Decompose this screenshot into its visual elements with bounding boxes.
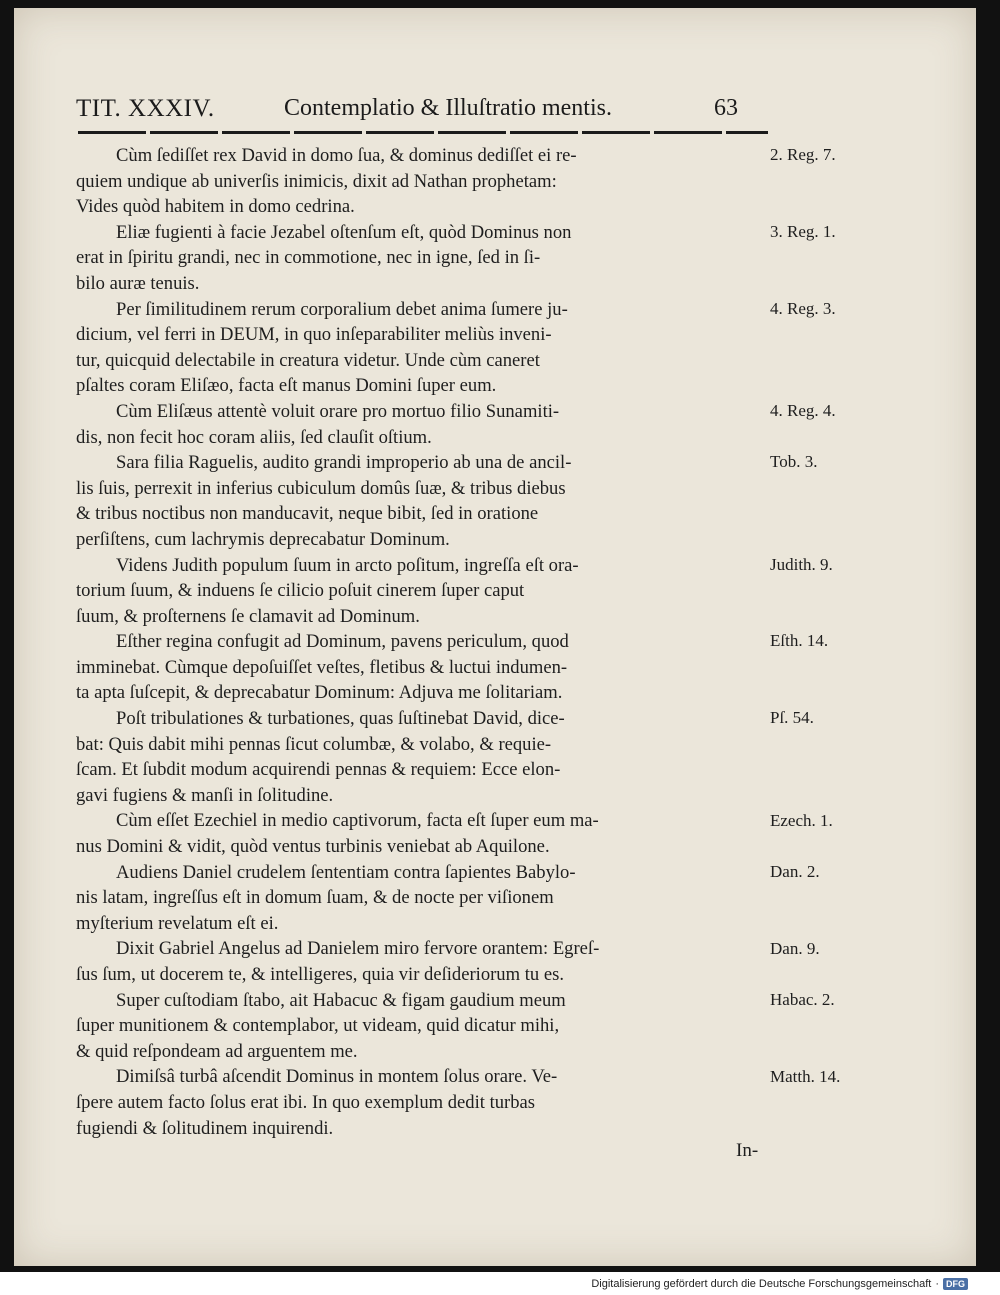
text-line: Super cuſtodiam ſtabo, ait Habacuc & figam gaudium meum xyxy=(116,989,566,1011)
text-line: nus Domini & vidit, quòd ventus turbinis veniebat ab Aquilone. xyxy=(76,836,550,858)
text-line: Cùm Eliſæus attentè voluit orare pro mortuo filio Sunamiti- xyxy=(116,400,560,422)
text-line: Dimiſsâ turbâ aſcendit Dominus in montem ſolus orare. Ve- xyxy=(116,1066,558,1088)
body-text xyxy=(76,143,766,1141)
paragraph xyxy=(76,399,766,450)
digitization-credit: Digitalisierung gefördert durch die Deutsche Forschungsgemeinschaft · DFG xyxy=(591,1277,968,1291)
text-line: imminebat. Cùmque depoſuiſſet veſtes, fletibus & luctui indumen- xyxy=(76,656,568,678)
text-line: & tribus noctibus non manducavit, neque bibit, ſed in oratione xyxy=(76,503,539,525)
paragraph xyxy=(76,143,766,220)
paragraph xyxy=(76,297,766,399)
paragraph xyxy=(76,450,766,552)
paragraph xyxy=(76,860,766,937)
margin-note: Matth. 14. xyxy=(770,1066,841,1086)
text-line: ſcam. Et ſubdit modum acquirendi pennas & requiem: Ecce elon- xyxy=(76,759,561,781)
text-line: Sara filia Raguelis, audito grandi improperio ab una de ancil- xyxy=(116,452,572,474)
text-line: Per ſimilitudinem rerum corporalium debet anima ſumere ju- xyxy=(116,298,568,320)
margin-note: Dan. 9. xyxy=(770,938,820,958)
text-line: tur, quicquid delectabile in creatura videtur. Unde cùm caneret xyxy=(76,349,540,371)
text-line: lis ſuis, perrexit in inferius cubiculum domûs ſuæ, & tribus diebus xyxy=(76,477,566,499)
text-line: Poſt tribulationes & turbationes, quas ſuſtinebat David, dice- xyxy=(116,708,565,730)
margin-note: Ezech. 1. xyxy=(770,810,833,830)
margin-note: Pſ. 54. xyxy=(770,708,814,728)
paragraph xyxy=(76,988,766,1065)
margin-note: Dan. 2. xyxy=(770,861,820,881)
text-line: perſiſtens, cum lachrymis deprecabatur Dominum. xyxy=(76,528,450,550)
text-line: Cùm ſediſſet rex David in domo ſua, & dominus dediſſet ei re- xyxy=(116,145,577,166)
text-line: ſuper munitionem & contemplabor, ut videam, quid dicatur mihi, xyxy=(76,1015,560,1037)
catchword: In- xyxy=(736,1140,759,1161)
paragraph xyxy=(76,936,766,987)
running-title: Contemplatio & Illuſtratio mentis. xyxy=(284,95,612,121)
text-line: Cùm eſſet Ezechiel in medio captivorum, facta eſt ſuper eum ma- xyxy=(116,810,599,832)
margin-note: Judith. 9. xyxy=(770,554,833,574)
text-line: fugiendi & ſolitudinem inquirendi. xyxy=(76,1117,334,1139)
margin-note: Habac. 2. xyxy=(770,989,835,1009)
text-line: Vides quòd habitem in domo cedrina. xyxy=(76,196,355,218)
page-number: 63 xyxy=(714,95,738,121)
margin-note: 2. Reg. 7. xyxy=(770,145,836,164)
paragraph xyxy=(76,553,766,630)
text-line: Dixit Gabriel Angelus ad Danielem miro fervore orantem: Egreſ- xyxy=(116,938,600,960)
text-line: dis, non fecit hoc coram aliis, ſed clauſit oſtium. xyxy=(76,426,432,448)
text-line: ſpere autem facto ſolus erat ibi. In quo exemplum dedit turbas xyxy=(76,1091,536,1113)
header-rule xyxy=(78,131,768,134)
text-line: Eſther regina confugit ad Dominum, pavens periculum, quod xyxy=(116,631,569,653)
margin-note: Eſth. 14. xyxy=(770,631,829,651)
text-line: Videns Judith populum ſuum in arcto poſitum, ingreſſa eſt ora- xyxy=(116,554,579,576)
paragraph xyxy=(76,629,766,706)
margin-note: Tob. 3. xyxy=(770,452,818,472)
paragraph xyxy=(76,220,766,297)
text-line: gavi fugiens & manſi in ſolitudine. xyxy=(76,784,334,806)
dfg-logo-icon: DFG xyxy=(943,1278,968,1290)
text-line: Audiens Daniel crudelem ſententiam contra ſapientes Babylo- xyxy=(116,861,576,883)
paragraph xyxy=(76,1064,766,1141)
paragraph xyxy=(76,706,766,808)
running-head xyxy=(76,95,776,135)
margin-note: 4. Reg. 3. xyxy=(770,298,836,318)
margin-note: 4. Reg. 4. xyxy=(770,401,836,420)
paragraph xyxy=(76,808,766,859)
text-line: myſterium revelatum eſt ei. xyxy=(76,912,279,934)
credit-text: Digitalisierung gefördert durch die Deutsche Forschungsgemeinschaft xyxy=(591,1278,932,1290)
text-line: ſus ſum, ut docerem te, & intelligeres, quia vir deſideriorum tu es. xyxy=(76,964,564,985)
text-line: pſaltes coram Eliſæo, facta eſt manus Domini ſuper eum. xyxy=(76,375,497,397)
text-line: torium ſuum, & induens ſe cilicio poſuit cinerem ſuper caput xyxy=(76,580,525,602)
text-line: & quid reſpondeam ad arguentem me. xyxy=(76,1040,358,1062)
text-line: erat in ſpiritu grandi, nec in commotione, nec in igne, ſed in ſi- xyxy=(76,247,541,269)
text-line: ta apta ſuſcepit, & deprecabatur Dominum: Adjuva me ſolitariam. xyxy=(76,682,563,704)
text-line: dicium, vel ferri in DEUM, in quo inſeparabiliter meliùs inveni- xyxy=(76,324,552,346)
text-line: quiem undique ab univerſis inimicis, dixit ad Nathan prophetam: xyxy=(76,170,557,192)
margin-note: 3. Reg. 1. xyxy=(770,221,836,241)
text-line: bilo auræ tenuis. xyxy=(76,272,200,294)
text-line: Eliæ fugienti à facie Jezabel oſtenſum eſt, quòd Dominus non xyxy=(116,221,572,243)
text-line: ſuum, & proſternens ſe clamavit ad Dominum. xyxy=(76,605,420,627)
text-line: bat: Quis dabit mihi pennas ſicut columbæ, & volabo, & requie- xyxy=(76,733,552,755)
text-line: nis latam, ingreſſus eſt in domum ſuam, & de nocte per viſionem xyxy=(76,887,554,909)
title-number: TIT. XXXIV. xyxy=(76,95,215,122)
